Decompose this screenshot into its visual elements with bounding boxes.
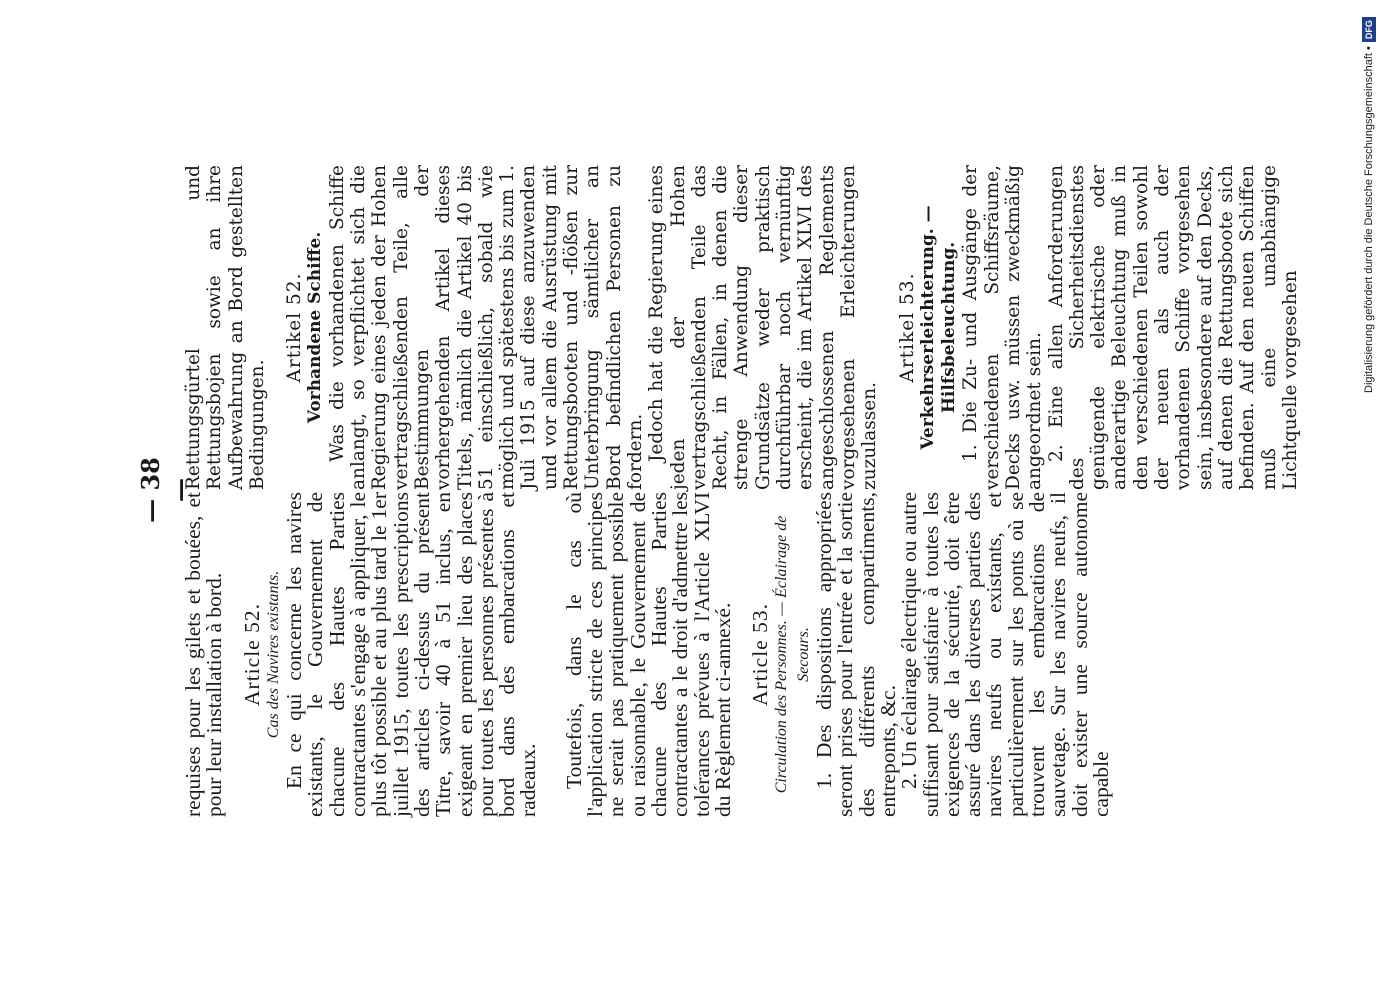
german-article-53-subtitle: Verkehrserleichterung. — Hilfsbeleuchtung. <box>917 205 960 450</box>
german-article-53-paragraph-1: 1. Die Zu- und Ausgänge der verschiedenen Schiffsräume, Decks usw. müssen zweckmäßig angeordnet sein. <box>960 165 1046 490</box>
german-article-52-heading: Artikel 52. <box>284 272 306 383</box>
french-article-53-subtitle: Circulation des Personnes. — Éclairage de Secours. <box>773 515 812 794</box>
french-article-53-paragraph-1: 1. Des dispositions appropriées seront prises pour l'entrée et la sortie des différents compartiments, entreponts, &c. <box>812 492 900 817</box>
german-article-52-subtitle: Vorhandene Schiffe. <box>305 231 326 424</box>
french-article-52-subtitle: Cas des Navires existants. <box>264 570 282 739</box>
french-article-52-paragraph-2: Toutefois, dans le cas où l'application stricte de ces principes ne serait pas pratiquement possible ou raisonnable, le Gouvernement de chacune des Hautes Parties contractantes a le droit d'admettre les tolérances prévues à l'Article XLVI du Règlement ci-annexé. <box>561 492 735 817</box>
credit-text: Digitalisierung gefördert durch die Deutsche Forschungsgemeinschaft • <box>1363 46 1375 393</box>
german-article-52-paragraph-1: Was die vorhandenen Schiffe anlangt, so verpflichtet sich die Regierung eines jeden der Hohen vertragschließenden Teile, alle Bestimmungen der vorhergehenden Artikel dieses Titels, nämlich die Artikel 40 bis 51 einschließlich, sobald wie möglich und spätestens bis zum 1. Juli 1915 auf diese anzuwenden und vor allem die Ausrüstung mit Rettungsbooten und -flößen zur Unterbringung sämtlicher an Bord befindlichen Personen zu fordern. <box>326 165 646 490</box>
french-article-52-paragraph-1: En ce qui concerne les navires existants, le Gouvernement de chacune des Hautes Parties contractantes s'engage à appliquer, le plus tôt possible et au plus tard le 1er juillet 1915, toutes les prescriptions des articles ci-dessus du présent Titre, savoir 40 à 51 inclus, en exigeant en premier lieu des places pour toutes les personnes présentes à bord dans des embarcations et radeaux. <box>282 492 541 817</box>
french-column <box>183 492 1112 817</box>
page-number: — 38 — <box>136 457 194 523</box>
french-article-52-heading: Article 52. <box>239 603 264 706</box>
french-carryover: requises pour les gilets et bouées, et pour leur installation à bord. <box>181 492 227 817</box>
french-article-53-heading: Article 53. <box>748 603 773 706</box>
dfg-logo: DFG <box>1362 17 1376 42</box>
digitization-credit <box>1361 8 1377 393</box>
german-carryover: Rettungsgürtel und Rettungsbojen sowie an ihre Aufbewahrung an Bord gestellten Bedingungen. <box>183 165 268 490</box>
german-article-52-paragraph-2: Jedoch hat die Regierung eines jeden der Hohen vertragschließenden Teile das Recht, in Fällen, in denen die strenge Anwendung dieser Grundsätze weder praktisch durchführbar noch vernünftig erscheint, die im Artikel XLVI des angeschlossenen Reglements vorgesehenen Erleichterungen zuzulassen. <box>646 165 881 490</box>
german-article-53-heading: Artikel 53. <box>896 272 918 383</box>
german-article-53-paragraph-2: 2. Eine allen Anforderungen des Sicherheitsdienstes genügende elektrische oder anderartige Beleuchtung muß in den verschiedenen Teilen sowohl der neuen als auch der vorhandenen Schiffe vorgesehen sein, insbesondere auf den Decks, auf denen die Rettungsboote sich befinden. Auf den neuen Schiffen muß eine unabhängige Lichtquelle vorgesehen <box>1045 165 1301 490</box>
french-article-53-paragraph-2: 2. Un éclairage électrique ou autre suffisant pour satisfaire à toutes les exigences de la sécurité, doit être assuré dans les diverses parties des navires neufs ou existants, et particulièrement sur les ponts où se trouvent les embarcations de sauvetage. Sur les navires neufs, il doit exister une source autonome capable <box>897 492 1113 817</box>
german-column <box>183 165 1301 490</box>
